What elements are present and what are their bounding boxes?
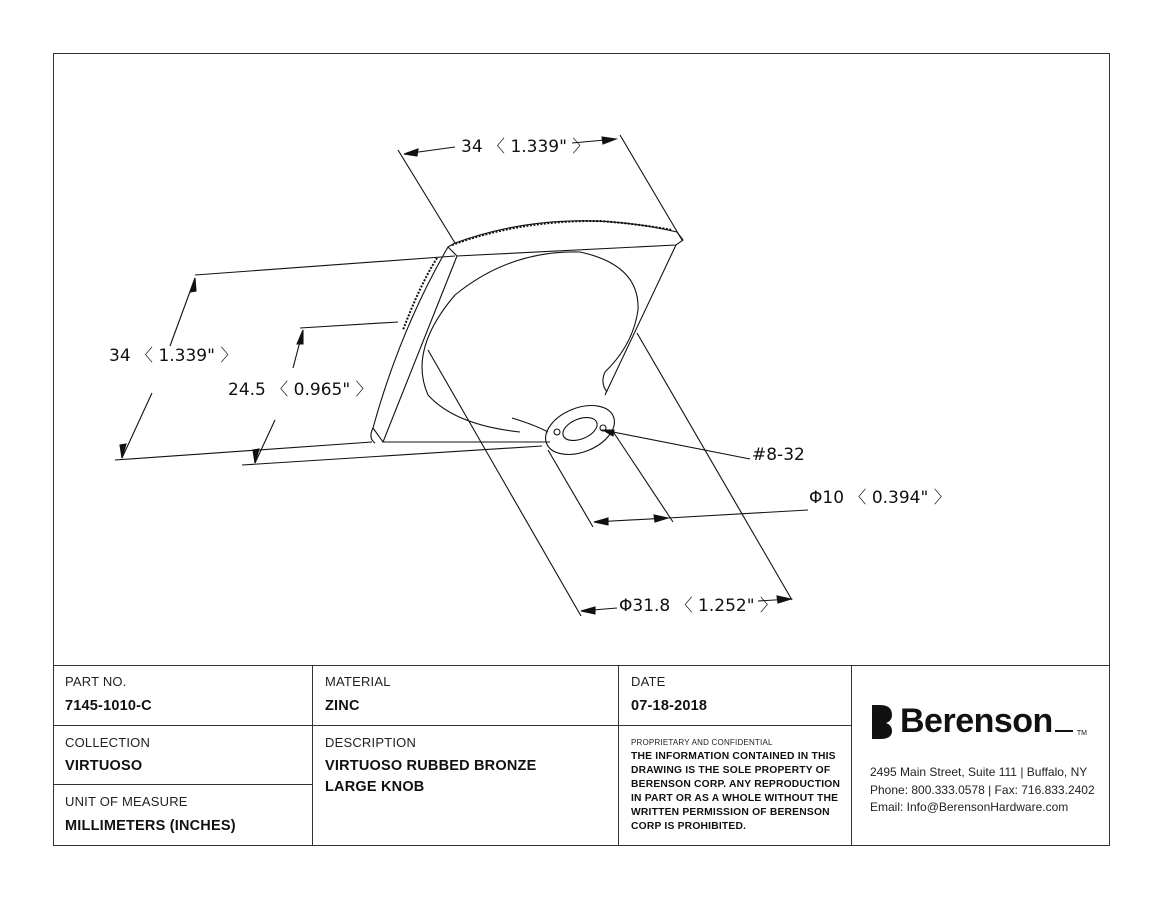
title-block bbox=[53, 665, 1110, 846]
company-email: Email: Info@BerensonHardware.com bbox=[870, 800, 1069, 814]
proprietary-cell bbox=[619, 726, 852, 846]
collection-cell bbox=[53, 726, 313, 785]
company-address: 2495 Main Street, Suite 111 | Buffalo, NY bbox=[870, 765, 1088, 779]
company-name: Berenson bbox=[900, 701, 1053, 740]
collection-label: COLLECTION bbox=[65, 735, 151, 750]
dim-post-diameter-label: Φ10 〈 0.394" 〉 bbox=[809, 488, 951, 508]
unit-label: UNIT OF MEASURE bbox=[65, 794, 188, 809]
dim-thread-leader bbox=[603, 430, 750, 459]
part-no-label: PART NO. bbox=[65, 674, 127, 689]
unit-value: MILLIMETERS (INCHES) bbox=[65, 818, 236, 834]
proprietary-heading: PROPRIETARY AND CONFIDENTIAL bbox=[631, 738, 773, 747]
description-cell bbox=[313, 726, 619, 846]
material-cell bbox=[313, 665, 619, 726]
dim-face-diameter-lines bbox=[428, 333, 792, 616]
company-phone: Phone: 800.333.0578 | Fax: 716.833.2402 bbox=[870, 783, 1095, 797]
material-label: MATERIAL bbox=[325, 674, 391, 689]
description-line-1: VIRTUOSO RUBBED BRONZE bbox=[325, 758, 537, 774]
material-value: ZINC bbox=[325, 698, 360, 714]
company-cell bbox=[852, 665, 1110, 846]
date-value: 07-18-2018 bbox=[631, 698, 708, 714]
collection-value: VIRTUOSO bbox=[65, 758, 143, 774]
part-no-cell bbox=[53, 665, 313, 726]
part-no-value: 7145-1010-C bbox=[65, 698, 152, 714]
berenson-logo-mark-icon bbox=[870, 703, 894, 739]
dim-face-diameter-label: Φ31.8 〈 1.252" 〉 bbox=[619, 596, 777, 616]
unit-cell bbox=[53, 785, 313, 846]
description-label: DESCRIPTION bbox=[325, 735, 417, 750]
dim-height-label: 34 〈 1.339" 〉 bbox=[109, 346, 238, 366]
knob-outline bbox=[371, 221, 683, 464]
proprietary-body: THE INFORMATION CONTAINED IN THIS DRAWING IS THE SOLE PROPERTY OF BERENSON CORP. ANY REPRODUCTION IN PART OR AS A WHOLE WITHOUT THE WRITTEN PERMISSION OF BERENSON CORP IS PROHIBITED. bbox=[631, 751, 841, 832]
dim-depth-label: 24.5 〈 0.965" 〉 bbox=[228, 380, 373, 400]
company-logo bbox=[870, 699, 1087, 743]
dim-thread-label: #8-32 bbox=[752, 445, 805, 465]
date-cell bbox=[619, 665, 852, 726]
trademark: TM bbox=[1076, 730, 1087, 737]
date-label: DATE bbox=[631, 674, 666, 689]
dim-top-width-label: 34 〈 1.339" 〉 bbox=[461, 137, 590, 157]
description-line-2: LARGE KNOB bbox=[325, 779, 425, 795]
